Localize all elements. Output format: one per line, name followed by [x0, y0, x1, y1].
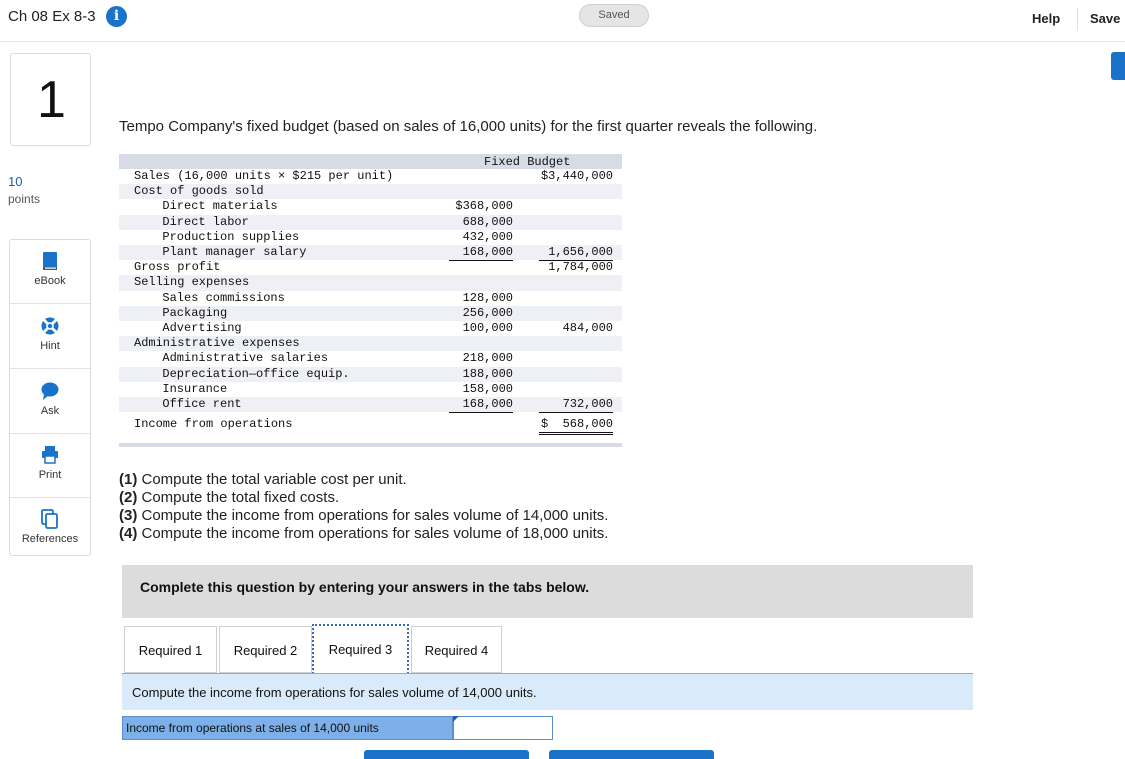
points-label: points — [8, 192, 41, 206]
budget-row — [119, 367, 622, 382]
budget-row — [119, 230, 622, 245]
requirement-text: Compute the income from operations for sales volume of 18,000 units. — [137, 525, 609, 542]
top-bar — [0, 0, 1125, 42]
budget-row-label: Advertising — [148, 321, 242, 335]
budget-row-label: Insurance — [148, 381, 228, 396]
ebook-label: eBook — [34, 275, 66, 287]
requirement-number: (2) — [119, 489, 138, 506]
book-icon — [40, 251, 60, 271]
previous-button[interactable] — [364, 750, 529, 759]
budget-row-label: Direct materials — [148, 199, 278, 214]
input-flag-icon — [453, 716, 459, 722]
help-button[interactable]: Help — [1032, 11, 1061, 26]
budget-row — [119, 245, 622, 260]
budget-row — [119, 169, 622, 184]
budget-row — [119, 351, 622, 366]
requirement-item — [119, 471, 608, 489]
save-button[interactable]: Save — [1090, 11, 1121, 26]
budget-row-detail-amount: 128,000 — [462, 290, 513, 305]
budget-footer-bar — [119, 443, 622, 447]
budget-row — [119, 397, 622, 412]
references-button[interactable] — [10, 498, 90, 562]
budget-row — [119, 291, 622, 306]
requirements-list — [119, 471, 608, 543]
speech-bubble-icon — [40, 381, 60, 401]
answer-label: Income from operations at sales of 14,000 units — [122, 716, 453, 740]
budget-row — [119, 199, 622, 214]
budget-row — [119, 417, 622, 432]
lifebuoy-icon — [40, 316, 60, 336]
budget-row — [119, 306, 622, 321]
documents-icon — [40, 509, 60, 529]
ebook-button[interactable] — [10, 240, 90, 304]
budget-row-total-amount: 1,784,000 — [548, 260, 613, 275]
budget-row-label: Administrative salaries — [148, 351, 329, 366]
requirement-text: Compute the total fixed costs. — [137, 489, 340, 506]
budget-row-detail-amount: 188,000 — [462, 366, 513, 381]
hint-button[interactable] — [10, 305, 90, 369]
budget-row-label: Plant manager salary — [148, 245, 307, 259]
requirement-number: (4) — [119, 525, 138, 542]
instructions-banner — [122, 565, 973, 618]
budget-row-detail-amount: $368,000 — [455, 199, 513, 214]
question-intro: Tempo Company's fixed budget (based on sales of 16,000 units) for the first quarter reveals the following. — [119, 118, 818, 135]
budget-row-detail-amount: 158,000 — [462, 381, 513, 396]
budget-row-label: Selling expenses — [134, 275, 250, 290]
tab-required-1[interactable]: Required 1 — [124, 626, 217, 673]
tab-required-4[interactable]: Required 4 — [411, 626, 502, 673]
budget-row-total-amount: $3,440,000 — [540, 169, 613, 183]
requirement-item — [119, 489, 608, 507]
printer-icon — [40, 445, 60, 465]
budget-row-label: Direct labor — [148, 214, 249, 229]
budget-row-label: Sales commissions — [148, 290, 285, 305]
tools-panel — [9, 239, 91, 556]
requirement-number: (3) — [119, 507, 138, 524]
ask-label: Ask — [40, 405, 60, 417]
hint-label: Hint — [40, 340, 60, 352]
tab-prompt-text: Compute the income from operations for sales volume of 14,000 units. — [132, 685, 537, 700]
budget-row-label: Sales (16,000 units × $215 per unit) — [134, 169, 394, 183]
budget-row-label: Administrative expenses — [134, 336, 300, 351]
budget-row-label: Production supplies — [148, 229, 300, 244]
next-button[interactable] — [549, 750, 714, 759]
budget-row-label: Office rent — [148, 397, 242, 411]
budget-row — [119, 336, 622, 351]
budget-row-detail-amount: 168,000 — [449, 245, 513, 261]
budget-row-total-amount: 484,000 — [539, 321, 613, 337]
info-icon[interactable]: i — [106, 6, 127, 27]
print-button[interactable] — [10, 434, 90, 498]
tab-required-2[interactable]: Required 2 — [219, 626, 312, 673]
budget-row — [119, 184, 622, 199]
budget-row-total-amount: 732,000 — [539, 397, 613, 413]
side-panel-tab[interactable] — [1111, 52, 1125, 80]
budget-row-detail-amount: 168,000 — [449, 397, 513, 413]
requirement-text: Compute the total variable cost per unit. — [137, 471, 407, 488]
budget-row-detail-amount: 218,000 — [462, 351, 513, 366]
instructions-text: Complete this question by entering your answers in the tabs below. — [140, 579, 590, 595]
budget-row-label: Income from operations — [134, 417, 293, 432]
budget-row-detail-amount: 432,000 — [462, 229, 513, 244]
question-number: 1 — [37, 71, 66, 129]
budget-row-label: Packaging — [148, 305, 228, 320]
budget-header-label: Fixed Budget — [484, 155, 571, 169]
points-value: 10 — [8, 174, 23, 189]
budget-row — [119, 260, 622, 275]
saved-status-badge: Saved — [579, 4, 649, 27]
references-label: References — [21, 533, 79, 545]
requirement-item — [119, 525, 608, 543]
budget-row — [119, 382, 622, 397]
assignment-title: Ch 08 Ex 8-3 — [8, 8, 96, 25]
budget-row — [119, 275, 622, 290]
header-divider — [1077, 8, 1078, 30]
budget-row-detail-amount: 100,000 — [449, 321, 513, 337]
budget-row-label: Depreciation—office equip. — [148, 366, 350, 381]
budget-row — [119, 215, 622, 230]
question-number-box — [10, 53, 91, 146]
budget-row-total-amount: $ 568,000 — [539, 417, 613, 435]
budget-row-label: Cost of goods sold — [134, 184, 264, 199]
budget-header — [119, 154, 622, 169]
budget-row-total-amount: 1,656,000 — [539, 245, 613, 261]
tab-prompt — [122, 674, 973, 710]
budget-row — [119, 321, 622, 336]
income-from-operations-input[interactable] — [453, 716, 553, 740]
ask-button[interactable] — [10, 370, 90, 434]
requirement-text: Compute the income from operations for sales volume of 14,000 units. — [137, 507, 609, 524]
print-label: Print — [38, 469, 62, 481]
requirement-item — [119, 507, 608, 525]
tab-required-3[interactable]: Required 3 — [312, 624, 409, 674]
budget-row-label: Gross profit — [134, 260, 221, 275]
requirement-number: (1) — [119, 471, 138, 488]
budget-row-detail-amount: 256,000 — [462, 305, 513, 320]
budget-row-detail-amount: 688,000 — [462, 214, 513, 229]
